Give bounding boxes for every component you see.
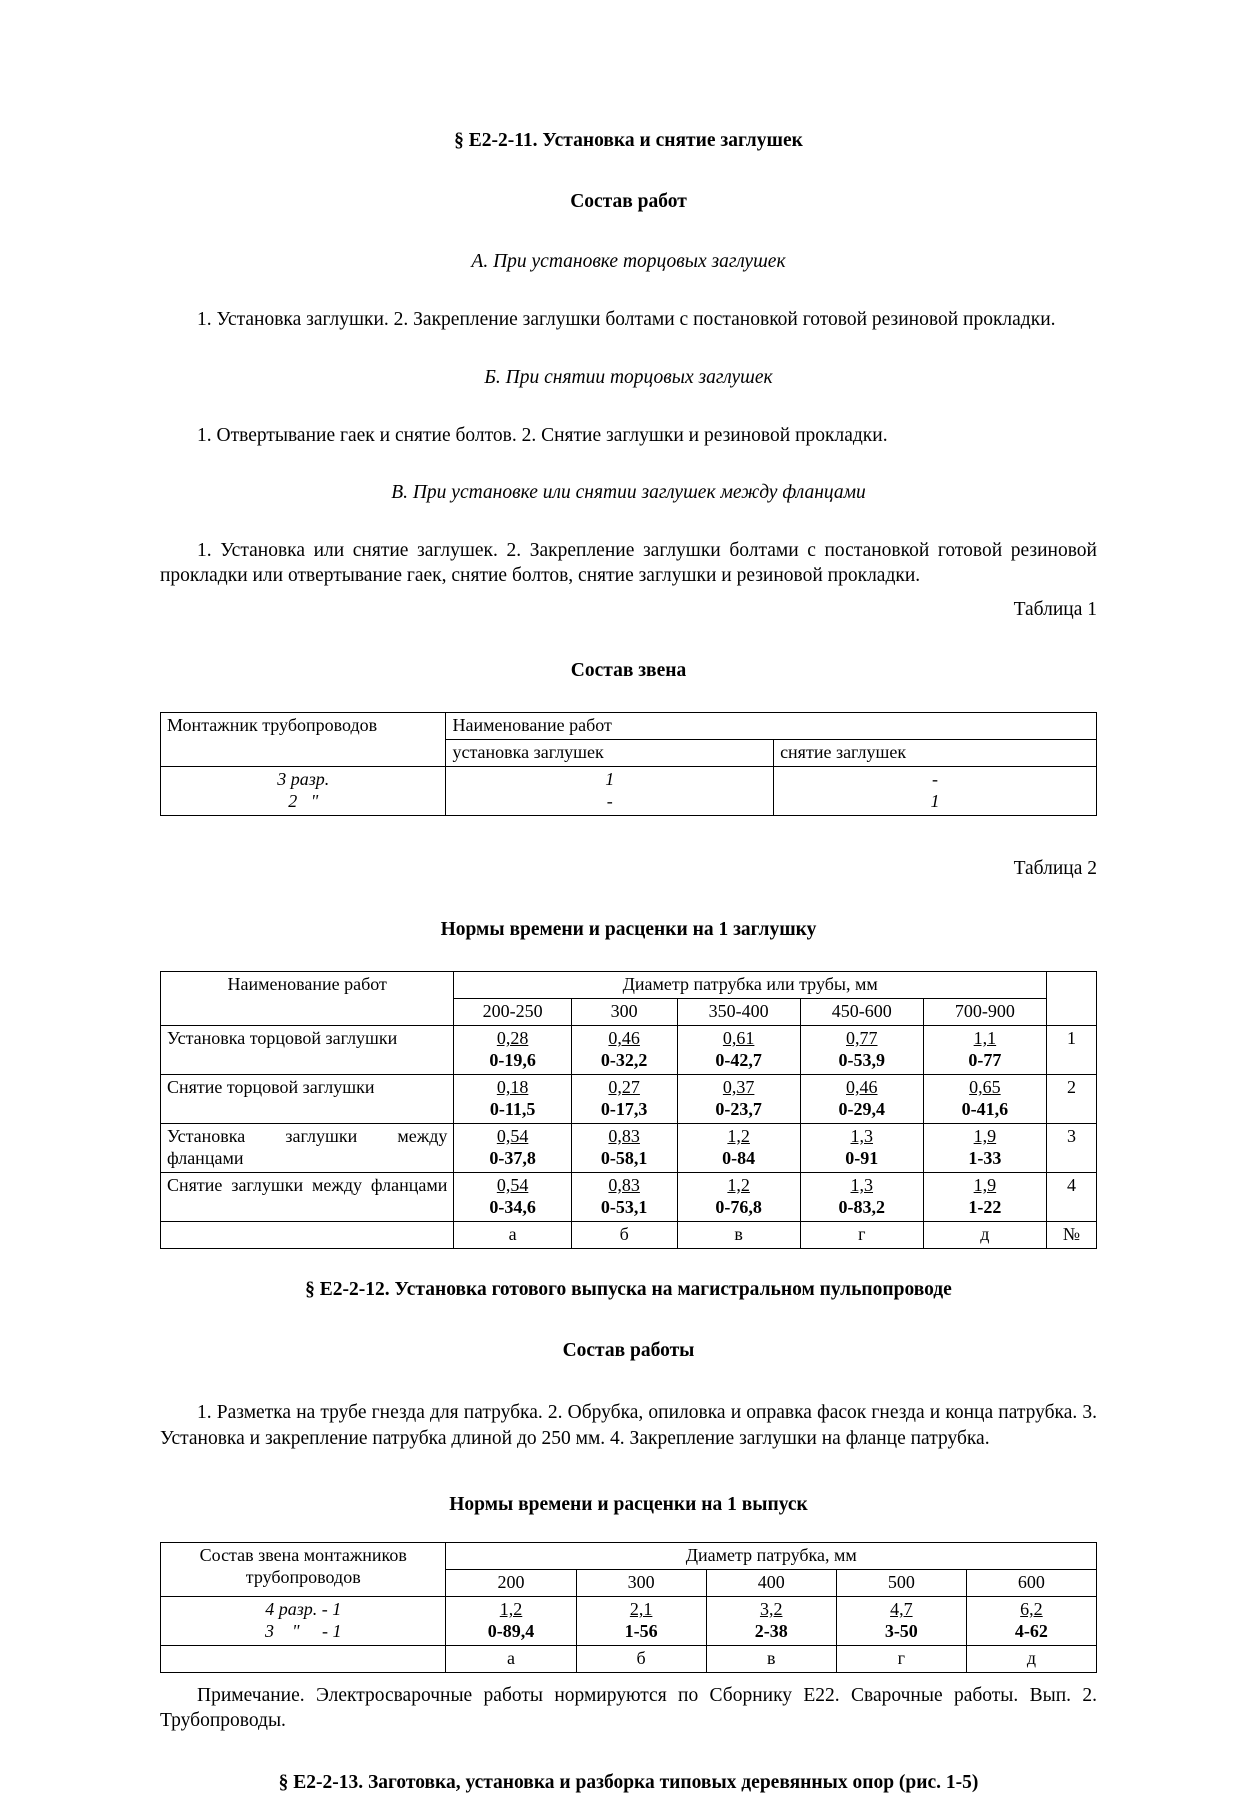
cell-col-200: 200 (446, 1570, 576, 1597)
cell-row-name-4: Снятие заглушки между фланцами (161, 1172, 454, 1221)
footer-cell-v: в (677, 1221, 800, 1248)
time-norm: 0,28 (496, 1028, 529, 1049)
price-rate: 0-84 (722, 1148, 756, 1169)
cell-value (454, 1172, 571, 1221)
cell-diameter-header: Диаметр патрубка или трубы, мм (454, 972, 1047, 999)
cell-value (800, 1075, 923, 1124)
cell-col-300: 300 (571, 999, 677, 1026)
cell-value (446, 1597, 576, 1646)
crew-header-line2: трубопроводов (245, 1567, 361, 1588)
price-rate: 0-53,9 (838, 1050, 886, 1071)
price-rate: 1-33 (968, 1148, 1002, 1169)
table-row-footer (161, 1221, 1097, 1248)
cell-works-header: Наименование работ (161, 972, 454, 1026)
table-row (161, 1597, 1097, 1646)
cell-crew-values (161, 1597, 446, 1646)
time-norm: 0,37 (722, 1077, 755, 1098)
cell-rank-column (161, 767, 446, 816)
works-composition-heading-1: Состав работ (570, 191, 687, 212)
price-rate: 0-11,5 (489, 1099, 536, 1120)
cell-value (966, 1597, 1096, 1646)
cell-value (800, 1124, 923, 1173)
cell-value (923, 1075, 1046, 1124)
price-rate: 0-53,1 (600, 1196, 648, 1217)
time-norm: 0,83 (608, 1126, 640, 1147)
section-heading-e2-2-13: § Е2-2-13. Заготовка, установка и разборка типовых деревянных опор (рис. 1-5) (278, 1771, 979, 1793)
table-row (161, 1075, 1097, 1124)
cell-value (800, 1172, 923, 1221)
table-3-caption: Нормы времени и расценки на 1 выпуск (449, 1493, 808, 1515)
subheading-b: Б. При снятии торцовых заглушек (484, 366, 773, 388)
works-composition-heading-2: Состав работы (562, 1339, 695, 1361)
time-norm: 0,46 (846, 1077, 878, 1098)
cell-row-number-4: 4 (1046, 1172, 1096, 1221)
time-norm: 0,46 (608, 1028, 640, 1049)
price-rate: 1-22 (968, 1196, 1002, 1217)
cell-no-header-blank (1046, 972, 1096, 1026)
table-2-caption: Нормы времени и расценки на 1 заглушку (440, 918, 817, 940)
subheading-a: А. При установке торцовых заглушек (471, 251, 786, 273)
footer-cell-b: б (576, 1646, 706, 1673)
price-rate: 0-83,2 (838, 1196, 886, 1217)
time-norm: 1,2 (727, 1126, 750, 1147)
table-crew-composition (160, 712, 1097, 816)
note-paragraph: Примечание. Электросварочные работы нормируются по Сборнику Е22. Сварочные работы. Вып. 2. Трубопроводы. (160, 1685, 1097, 1732)
table-row (161, 1026, 1097, 1075)
cell-col-300: 300 (576, 1570, 706, 1597)
remove-value-1: - (932, 769, 939, 790)
table-row (161, 1543, 1097, 1570)
price-rate: 0-34,6 (489, 1196, 536, 1217)
time-norm: 6,2 (1020, 1599, 1043, 1620)
cell-value (800, 1026, 923, 1075)
cell-col-450-600: 450-600 (800, 999, 923, 1026)
price-rate: 0-19,6 (489, 1050, 536, 1071)
cell-row-number-3: 3 (1046, 1124, 1096, 1173)
price-rate: 0-37,8 (489, 1148, 536, 1169)
footer-cell-d: д (923, 1221, 1046, 1248)
time-norm: 3,2 (759, 1599, 783, 1620)
time-norm: 0,54 (496, 1126, 529, 1147)
time-norm: 1,1 (973, 1028, 997, 1049)
cell-value (677, 1124, 800, 1173)
install-value-2: - (606, 791, 613, 812)
cell-row-name-3: Установка заглушки между фланцами (161, 1124, 454, 1173)
cell-value (571, 1026, 677, 1075)
install-value-1: 1 (605, 769, 615, 790)
cell-row-number-1: 1 (1046, 1026, 1096, 1075)
cell-value (677, 1172, 800, 1221)
table-norms-per-plug (160, 971, 1097, 1248)
time-norm: 0,18 (496, 1077, 529, 1098)
price-rate: 4-62 (1014, 1621, 1048, 1642)
remove-value-2: 1 (930, 791, 940, 812)
time-norm: 0,54 (496, 1174, 529, 1195)
crew-line-1: 4 разр. - 1 (265, 1599, 342, 1620)
price-rate: 0-17,3 (600, 1099, 648, 1120)
cell-value (454, 1124, 571, 1173)
cell-value (677, 1026, 800, 1075)
footer-cell-b: б (571, 1221, 677, 1248)
cell-value (571, 1172, 677, 1221)
footer-cell-g: г (836, 1646, 966, 1673)
cell-install-column (446, 767, 774, 816)
cell-diameter-header-3: Диаметр патрубка, мм (446, 1543, 1097, 1570)
cell-remove-column (774, 767, 1097, 816)
cell-value (454, 1026, 571, 1075)
table-row (161, 1172, 1097, 1221)
time-norm: 4,7 (890, 1599, 913, 1620)
time-norm: 0,61 (722, 1028, 755, 1049)
section-heading-e2-2-12: § Е2-2-12. Установка готового выпуска на магистральном пульпопроводе (305, 1278, 952, 1300)
paragraph-a: 1. Установка заглушки. 2. Закрепление заглушки болтами с постановкой готовой резиновой прокладки. (197, 309, 1056, 331)
footer-cell-no: № (1046, 1221, 1096, 1248)
time-norm: 1,2 (499, 1599, 523, 1620)
cell-value (571, 1124, 677, 1173)
cell-value (576, 1597, 706, 1646)
price-rate: 2-38 (754, 1621, 788, 1642)
price-rate: 0-23,7 (715, 1099, 762, 1120)
price-rate: 0-58,1 (600, 1148, 648, 1169)
footer-cell-blank (161, 1221, 454, 1248)
price-rate: 0-41,6 (961, 1099, 1009, 1120)
price-rate: 0-29,4 (838, 1099, 886, 1120)
cell-subheader-install: установка заглушек (446, 740, 774, 767)
table-norms-per-outlet (160, 1542, 1097, 1673)
time-norm: 1,9 (973, 1174, 997, 1195)
price-rate: 0-42,7 (715, 1050, 762, 1071)
price-rate: 0-77 (968, 1050, 1002, 1071)
cell-row-name-1: Установка торцовой заглушки (161, 1026, 454, 1075)
cell-crew-title: Монтажник трубопроводов (161, 713, 446, 767)
time-norm: 0,83 (608, 1174, 640, 1195)
time-norm: 1,3 (850, 1174, 874, 1195)
table-1-label: Таблица 1 (1013, 598, 1097, 620)
time-norm: 1,9 (973, 1126, 997, 1147)
cell-col-600: 600 (966, 1570, 1096, 1597)
time-norm: 2,1 (629, 1599, 653, 1620)
price-rate: 1-56 (624, 1621, 658, 1642)
paragraph-b: 1. Отвертывание гаек и снятие болтов. 2. Снятие заглушки и резиновой прокладки. (197, 424, 888, 446)
table-row (161, 767, 1097, 816)
cell-value (923, 1124, 1046, 1173)
cell-col-400: 400 (706, 1570, 836, 1597)
subheading-v: В. При установке или снятии заглушек между фланцами (391, 482, 866, 504)
cell-col-700-900: 700-900 (923, 999, 1046, 1026)
footer-cell-blank (161, 1646, 446, 1673)
price-rate: 0-89,4 (487, 1621, 535, 1642)
cell-row-name-2: Снятие торцовой заглушки (161, 1075, 454, 1124)
price-rate: 3-50 (884, 1621, 918, 1642)
cell-col-500: 500 (836, 1570, 966, 1597)
footer-cell-v: в (706, 1646, 836, 1673)
table-1-caption: Состав звена (570, 659, 687, 681)
footer-cell-d: д (966, 1646, 1096, 1673)
cell-value (923, 1172, 1046, 1221)
section-heading-e2-2-11: § Е2-2-11. Установка и снятие заглушек (454, 130, 803, 151)
cell-value (836, 1597, 966, 1646)
table-row (161, 972, 1097, 999)
rank-value-1: 3 разр. (277, 769, 330, 790)
time-norm: 0,65 (969, 1077, 1001, 1098)
cell-col-350-400: 350-400 (677, 999, 800, 1026)
table-row (161, 713, 1097, 740)
time-norm: 0,77 (846, 1028, 878, 1049)
crew-header-line1: Состав звена монтажников (199, 1545, 407, 1566)
paragraph-v: 1. Установка или снятие заглушек. 2. Закрепление заглушки болтами с постановкой готовой резиновой прокладки или отвертывание гаек, снятие болтов, снятие заглушки и резиновой прокладки. (160, 540, 1097, 587)
crew-line-2: 3 " - 1 (264, 1621, 342, 1642)
table-2-label: Таблица 2 (1013, 857, 1097, 879)
time-norm: 1,2 (727, 1174, 750, 1195)
cell-works-title: Наименование работ (446, 713, 1097, 740)
cell-row-number-2: 2 (1046, 1075, 1096, 1124)
time-norm: 1,3 (850, 1126, 874, 1147)
cell-crew-header (161, 1543, 446, 1597)
footer-cell-a: а (446, 1646, 576, 1673)
rank-value-2: 2 " (288, 791, 319, 812)
cell-value (923, 1026, 1046, 1075)
cell-col-200-250: 200-250 (454, 999, 571, 1026)
price-rate: 0-91 (845, 1148, 879, 1169)
cell-value (706, 1597, 836, 1646)
price-rate: 0-76,8 (715, 1196, 762, 1217)
price-rate: 0-32,2 (600, 1050, 648, 1071)
footer-cell-g: г (800, 1221, 923, 1248)
footer-cell-a: а (454, 1221, 571, 1248)
cell-value (677, 1075, 800, 1124)
cell-value (571, 1075, 677, 1124)
table-row-footer (161, 1646, 1097, 1673)
time-norm: 0,27 (608, 1077, 640, 1098)
paragraph-section2: 1. Разметка на трубе гнезда для патрубка. 2. Обрубка, опиловка и оправка фасок гнезда и конца патрубка. 3. Установка и закрепление патрубка длиной до 250 мм. 4. Закрепление заглушки на фланце патрубка. (160, 1402, 1097, 1449)
cell-subheader-remove: снятие заглушек (774, 740, 1097, 767)
table-row (161, 1124, 1097, 1173)
cell-value (454, 1075, 571, 1124)
